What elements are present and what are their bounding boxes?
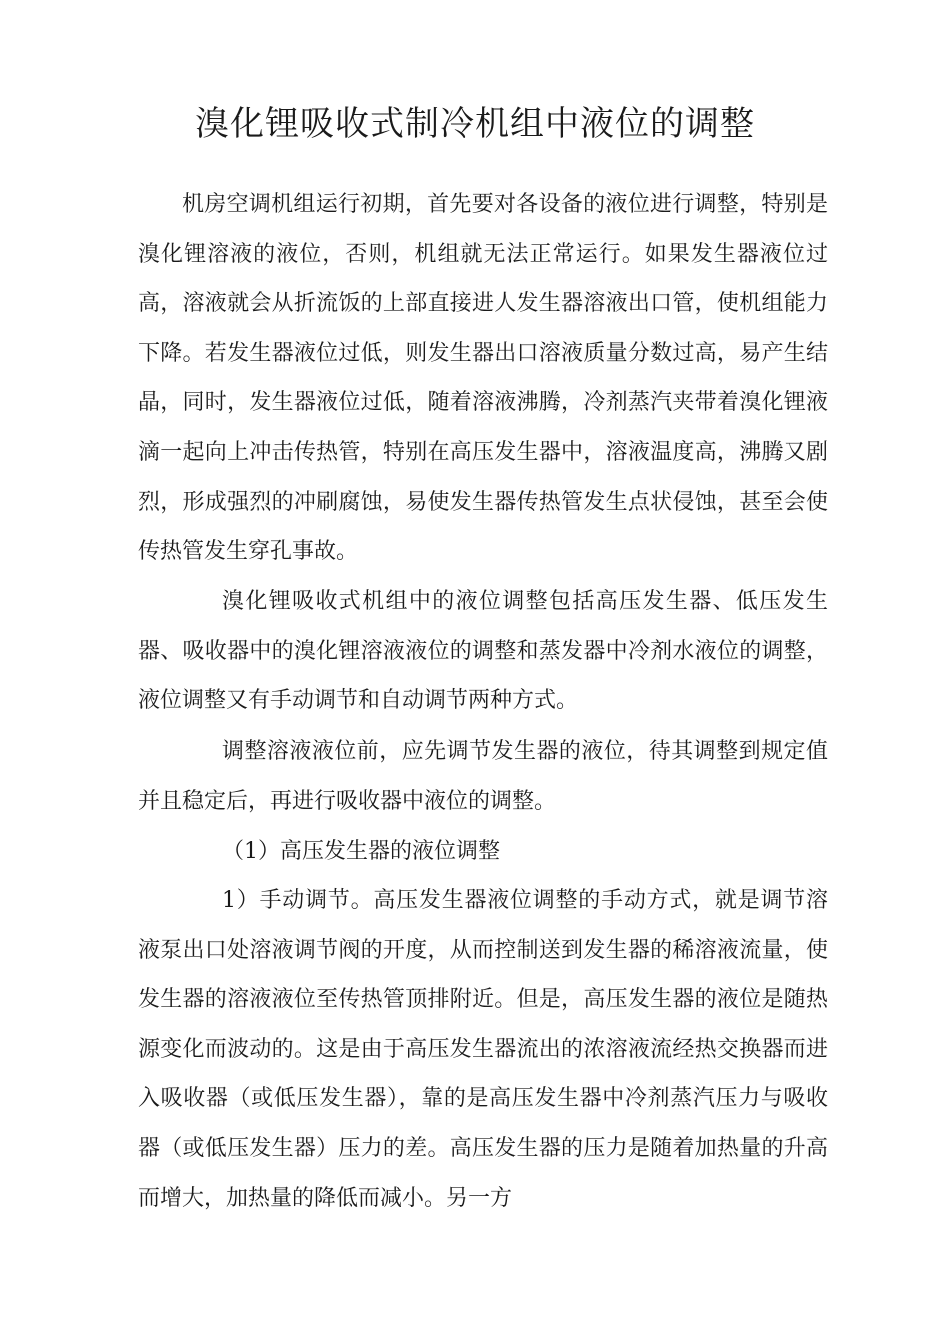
- paragraph-intro: 机房空调机组运行初期，首先要对各设备的液位进行调整，特别是溴化锂溶液的液位，否则，机组就无法正常运行。如果发生器液位过高，溶液就会从折流饭的上部直接进人发生器溶液出口管，使机组能力下降。若发生器液位过低，则发生器出口溶液质量分数过高，易产生结晶，同时，发生器液位过低，随着溶液沸腾，冷剂蒸汽夹带着溴化锂液滴一起向上冲击传热管，特别在高压发生器中，溶液温度高，沸腾又剧烈，形成强烈的冲刷腐蚀，易使发生器传热管发生点状侵蚀，甚至会使传热管发生穿孔事故。: [138, 192, 828, 565]
- document-title: 溴化锂吸收式制冷机组中液位的调整: [195, 104, 755, 144]
- section-heading-high-pressure-generator: （1）高压发生器的液位调整: [222, 839, 500, 864]
- paragraph-scope: 溴化锂吸收式机组中的液位调整包括高压发生器、低压发生器、吸收器中的溴化锂溶液液位的调整和蒸发器中冷剂水液位的调整，液位调整又有手动调节和自动调节两种方式。: [138, 589, 828, 714]
- paragraph-manual-adjustment: 1）手动调节。高压发生器液位调整的手动方式，就是调节溶液泵出口处溶液调节阀的开度，从而控制送到发生器的稀溶液流量，使发生器的溶液液位至传热管顶排附近。但是，高压发生器的液位是随热源变化而波动的。这是由于高压发生器流出的浓溶液流经热交换器而进入吸收器（或低压发生器），靠的是高压发生器中冷剂蒸汽压力与吸收器（或低压发生器）压力的差。高压发生器的压力是随着加热量的升高而增大，加热量的降低而减小。另一方: [138, 888, 828, 1211]
- paragraph-order: 调整溶液液位前，应先调节发生器的液位，待其调整到规定值并且稳定后，再进行吸收器中液位的调整。: [138, 739, 828, 814]
